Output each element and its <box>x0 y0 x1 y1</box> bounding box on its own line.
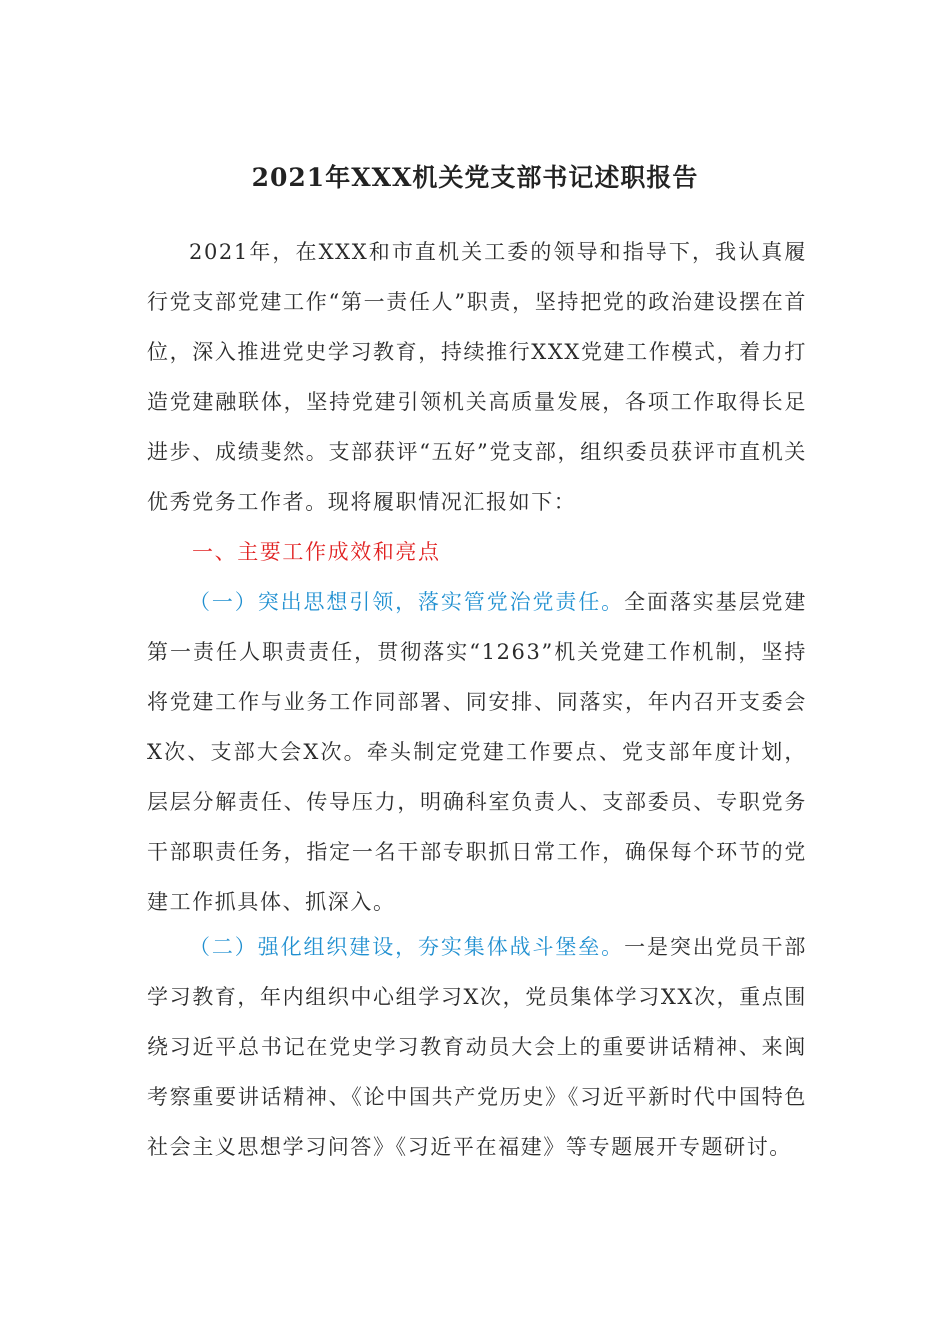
item1-heading: （一）突出思想引领，落实管党治党责任。 <box>189 590 625 614</box>
item2-body: 一是突出党员干部学习教育，年内组织中心组学习X次，党员集体学习XX次，重点围绕习近平总书记在党史学习教育动员大会上的重要讲话精神、来闽考察重要讲话精神、《论中国共产党历史》《习近平新时代中国特色社会主义思想学习问答》《习近平在福建》等专题展开专题研讨。 <box>147 935 807 1159</box>
page-title: 2021年XXX机关党支部书记述职报告 <box>251 163 699 192</box>
item1-paragraph <box>147 577 807 927</box>
item2-paragraph <box>147 922 807 1172</box>
item1-body: 全面落实基层党建第一责任人职责责任，贯彻落实“1263”机关党建工作机制，坚持将党建工作与业务工作同部署、同安排、同落实，年内召开支委会X次、支部大会X次。牵头制定党建工作要点、党支部年度计划，层层分解责任、传导压力，明确科室负责人、支部委员、专职党务干部职责任务，指定一名干部专职抓日常工作，确保每个环节的党建工作抓具体、抓深入。 <box>147 590 807 914</box>
item2-heading: （二）强化组织建设，夯实集体战斗堡垒。 <box>189 935 625 959</box>
section-heading: 一、主要工作成效和亮点 <box>192 540 441 564</box>
intro-paragraph: 2021年，在XXX和市直机关工委的领导和指导下，我认真履行党支部党建工作“第一责任人”职责，坚持把党的政治建设摆在首位，深入推进党史学习教育，持续推行XXX党建工作模式，着力打造党建融联体，坚持党建引领机关高质量发展，各项工作取得长足进步、成绩斐然。支部获评“五好”党支部，组织委员获评市直机关优秀党务工作者。现将履职情况汇报如下： <box>147 240 807 514</box>
